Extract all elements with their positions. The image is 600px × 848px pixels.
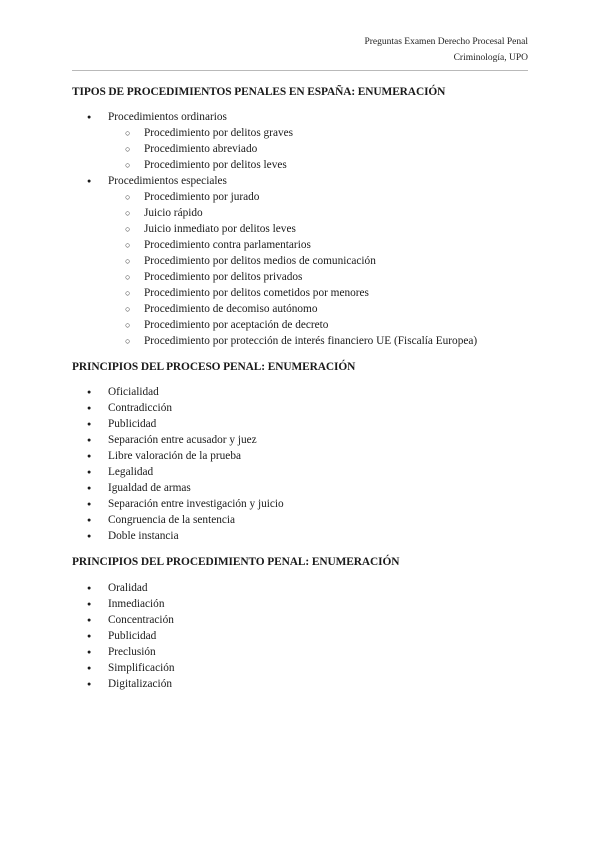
list-item: ● Libre valoración de la prueba: [72, 448, 542, 464]
list-item: ● Legalidad: [72, 464, 542, 480]
list-item: ● Publicidad: [72, 628, 542, 644]
list-item: ○ Procedimiento por delitos privados: [72, 269, 542, 285]
principios-proceso-list: [72, 384, 542, 544]
list-item: ○ Procedimiento por delitos cometidos por menores: [72, 285, 542, 301]
page-header: [364, 34, 528, 66]
list-item: ● Publicidad: [72, 416, 542, 432]
document-body: [72, 84, 542, 692]
list-item: ○ Procedimiento por aceptación de decreto: [72, 317, 542, 333]
list-item: ○ Procedimiento abreviado: [72, 141, 542, 157]
section-title-tipos-procedimientos: TIPOS DE PROCEDIMIENTOS PENALES EN ESPAÑA: ENUMERACIÓN: [72, 86, 446, 98]
list-item: ● Concentración: [72, 612, 542, 628]
tipos-procedimientos-list: [72, 109, 542, 349]
list-item: ● Doble instancia: [72, 528, 542, 544]
list-item: ○ Procedimiento por delitos graves: [72, 125, 542, 141]
list-item: ● Igualdad de armas: [72, 480, 542, 496]
list-item-procedimientos-ordinarios: ● Procedimientos ordinarios: [72, 109, 542, 125]
section-title-principios-proceso: PRINCIPIOS DEL PROCESO PENAL: ENUMERACIÓN: [72, 361, 356, 373]
list-item: ○ Juicio inmediato por delitos leves: [72, 221, 542, 237]
list-item: ● Oficialidad: [72, 384, 542, 400]
list-item: ○ Procedimiento por delitos leves: [72, 157, 542, 173]
list-item: ○ Procedimiento por protección de interés financiero UE (Fiscalía Europea): [72, 333, 542, 349]
header-subject: Criminología, UPO: [453, 53, 528, 63]
list-item: ● Digitalización: [72, 676, 542, 692]
list-item: ● Separación entre investigación y juicio: [72, 496, 542, 512]
list-item: ○ Procedimiento contra parlamentarios: [72, 237, 542, 253]
list-item: ● Preclusión: [72, 644, 542, 660]
header-document-title: Preguntas Examen Derecho Procesal Penal: [364, 37, 528, 47]
list-item-procedimientos-especiales: ● Procedimientos especiales: [72, 173, 542, 189]
list-item: ○ Procedimiento por delitos medios de comunicación: [72, 253, 542, 269]
principios-procedimiento-list: [72, 580, 542, 692]
list-item: ● Separación entre acusador y juez: [72, 432, 542, 448]
section-title-principios-procedimiento: PRINCIPIOS DEL PROCEDIMIENTO PENAL: ENUMERACIÓN: [72, 556, 400, 568]
list-item: ○ Procedimiento por jurado: [72, 189, 542, 205]
list-item: ● Oralidad: [72, 580, 542, 596]
list-item: ● Simplificación: [72, 660, 542, 676]
list-item: ○ Procedimiento de decomiso autónomo: [72, 301, 542, 317]
list-item: ● Congruencia de la sentencia: [72, 512, 542, 528]
list-item: ○ Juicio rápido: [72, 205, 542, 221]
header-divider: [72, 70, 528, 71]
list-item: ● Inmediación: [72, 596, 542, 612]
list-item: ● Contradicción: [72, 400, 542, 416]
